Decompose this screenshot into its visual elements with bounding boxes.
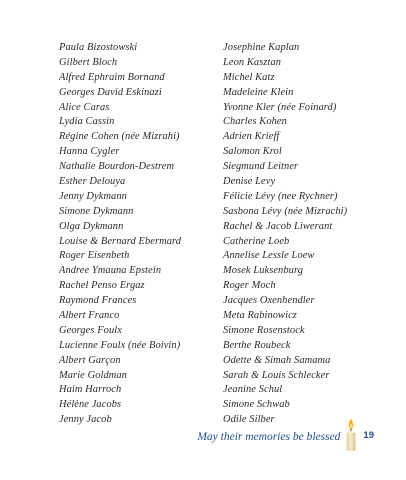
memorial-name: Michel Katz (223, 71, 275, 83)
memorial-name: Leon Kasztan (223, 56, 282, 68)
memorial-name: Yvonne Kler (née Foinard) (223, 101, 337, 113)
memorial-name: Alice Caras (59, 101, 110, 113)
memorial-name: Olga Dykmann (59, 220, 124, 232)
memorial-name: Jeanine Schul (223, 384, 283, 396)
memorial-name: Paula Bizostowski (59, 42, 138, 53)
memorial-name: Mosek Luksenburg (223, 265, 303, 277)
names-column-right (223, 41, 347, 428)
memorial-name: Andree Ymauna Epstein (59, 265, 162, 277)
page-number: 19 (363, 430, 374, 441)
memorial-name: Rachel & Jacob Liwerant (223, 220, 333, 232)
memorial-name: Sarah & Louis Schlecker (223, 369, 330, 381)
memorial-name: Berthe Roubeck (223, 339, 291, 351)
memorial-name: Simone Rosenstock (223, 324, 305, 336)
memorial-name: Denise Levy (223, 176, 276, 188)
memorial-name: Régine Cohen (née Mizrahi) (59, 131, 180, 143)
page-footer (197, 416, 374, 452)
memorial-name: Georges Foulx (59, 324, 122, 336)
memorial-name: Odile Silber (223, 414, 275, 426)
candle-icon (343, 418, 359, 452)
memorial-name: Hélène Jacobs (59, 399, 122, 411)
memorial-name: Albert Garçon (59, 354, 121, 366)
memorial-name: Charles Kohen (223, 116, 287, 128)
names-column-left (59, 41, 181, 428)
memorial-name: Salomon Krol (223, 146, 282, 158)
memorial-name: Adrien Krieff (223, 131, 280, 143)
memorial-name: Simone Dykmann (59, 205, 134, 217)
memorial-name: Albert Franco (59, 310, 120, 322)
memorial-name: Odette & Simah Samama (223, 354, 331, 366)
memorial-name: Madeleine Klein (223, 86, 294, 98)
memorial-name: Louise & Bernard Ebermard (59, 235, 182, 247)
memorial-name: Josephine Kaplan (223, 42, 300, 53)
memorial-name: Lydia Cassin (59, 116, 115, 128)
memorial-name: Haim Harroch (59, 384, 122, 396)
memorial-name: Siegmund Leitner (223, 161, 299, 173)
memorial-name: Alfred Ephraim Bornand (59, 71, 165, 83)
memorial-name: Lucienne Foulx (née Boivin) (59, 339, 181, 351)
memorial-name: Catherine Loeb (223, 235, 290, 247)
memorial-name: Georges David Eskinazi (59, 86, 162, 98)
memorial-name: Hanna Cygler (59, 146, 120, 158)
memorial-name: Jenny Jacob (59, 414, 112, 426)
memorial-name: Raymond Frances (59, 295, 137, 307)
memorial-dedication: May their memories be blessed (197, 431, 341, 443)
memorial-name: Gilbert Bloch (59, 56, 118, 68)
memorial-name: Rachel Penso Ergaz (59, 280, 145, 292)
memorial-name: Roger Moch (223, 280, 276, 292)
memorial-name: Jacques Oxenhendler (223, 295, 315, 307)
memorial-name: Jenny Dykmann (59, 190, 127, 202)
memorial-name: Meta Rabinowicz (223, 310, 297, 322)
memorial-name: Nathalie Bourdon-Destrem (59, 161, 175, 173)
memorial-name: Marie Goldman (59, 369, 127, 381)
memorial-name: Félicie Lévy (nee Rychner) (223, 190, 338, 202)
memorial-name: Sasbona Lévy (née Mizrachi) (223, 205, 348, 217)
memorial-name: Roger Eisenbeth (59, 250, 130, 262)
memorial-name: Esther Delouya (59, 176, 126, 188)
memorial-name: Annelise Lessle Loew (223, 250, 315, 262)
memorial-name: Simone Schwab (223, 399, 290, 411)
